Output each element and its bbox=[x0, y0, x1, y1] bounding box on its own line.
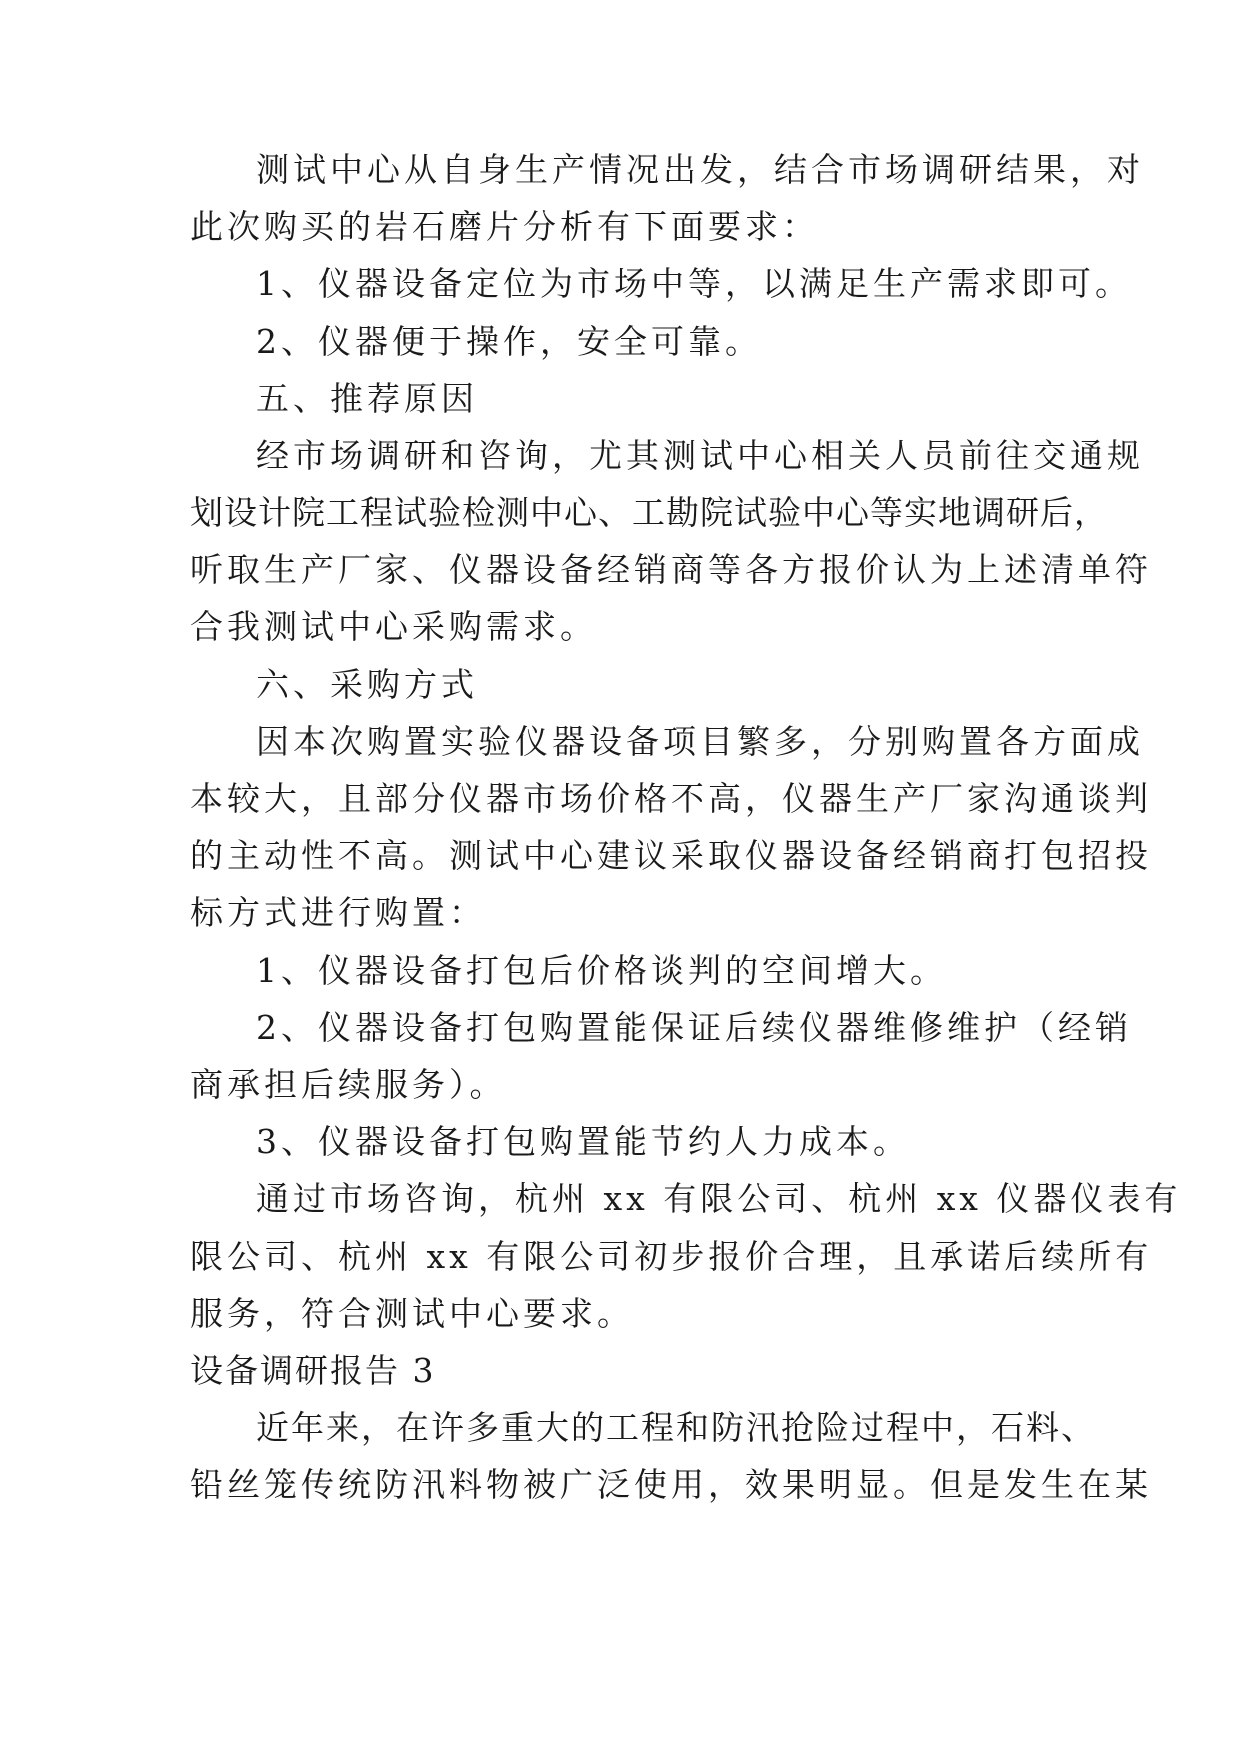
list-item: 2、仪器设备打包购置能保证后续仪器维修维护（经销 bbox=[256, 1008, 1132, 1047]
list-item-continuation: 商承担后续服务）。 bbox=[190, 1065, 507, 1104]
paragraph-line: 因本次购置实验仪器设备项目繁多，分别购置各方面成 bbox=[256, 722, 1144, 761]
report-title: 设备调研报告 3 bbox=[190, 1351, 436, 1390]
list-item: 3、仪器设备打包购置能节约人力成本。 bbox=[256, 1122, 910, 1161]
paragraph-line: 通过市场咨询，杭州 xx 有限公司、杭州 xx 仪器仪表有 bbox=[256, 1179, 1182, 1218]
paragraph-line: 合我测试中心采购需求。 bbox=[190, 607, 597, 646]
list-item: 1、仪器设备定位为市场中等，以满足生产需求即可。 bbox=[256, 264, 1132, 303]
paragraph-line: 听取生产厂家、仪器设备经销商等各方报价认为上述清单符 bbox=[190, 550, 1152, 589]
paragraph-line: 此次购买的岩石磨片分析有下面要求： bbox=[190, 207, 819, 246]
paragraph-line: 的主动性不高。测试中心建议采取仪器设备经销商打包招投 bbox=[190, 836, 1152, 875]
list-item: 1、仪器设备打包后价格谈判的空间增大。 bbox=[256, 951, 947, 990]
section-heading: 五、推荐原因 bbox=[256, 379, 478, 418]
paragraph-line: 经市场调研和咨询，尤其测试中心相关人员前往交通规 bbox=[256, 436, 1144, 475]
paragraph-line: 标方式进行购置： bbox=[190, 893, 486, 932]
paragraph-line: 本较大，且部分仪器市场价格不高，仪器生产厂家沟通谈判 bbox=[190, 779, 1152, 818]
paragraph-line: 铅丝笼传统防汛料物被广泛使用，效果明显。但是发生在某 bbox=[190, 1465, 1152, 1504]
paragraph-line: 划设计院工程试验检测中心、工勘院试验中心等实地调研后， bbox=[190, 493, 1108, 532]
paragraph-line: 限公司、杭州 xx 有限公司初步报价合理，且承诺后续所有 bbox=[190, 1237, 1153, 1276]
paragraph-line: 近年来，在许多重大的工程和防汛抢险过程中，石料、 bbox=[256, 1408, 1096, 1447]
paragraph-line: 测试中心从自身生产情况出发，结合市场调研结果，对 bbox=[256, 150, 1144, 189]
paragraph-line: 服务，符合测试中心要求。 bbox=[190, 1294, 634, 1333]
section-heading: 六、采购方式 bbox=[256, 665, 478, 704]
list-item: 2、仪器便于操作，安全可靠。 bbox=[256, 322, 762, 361]
